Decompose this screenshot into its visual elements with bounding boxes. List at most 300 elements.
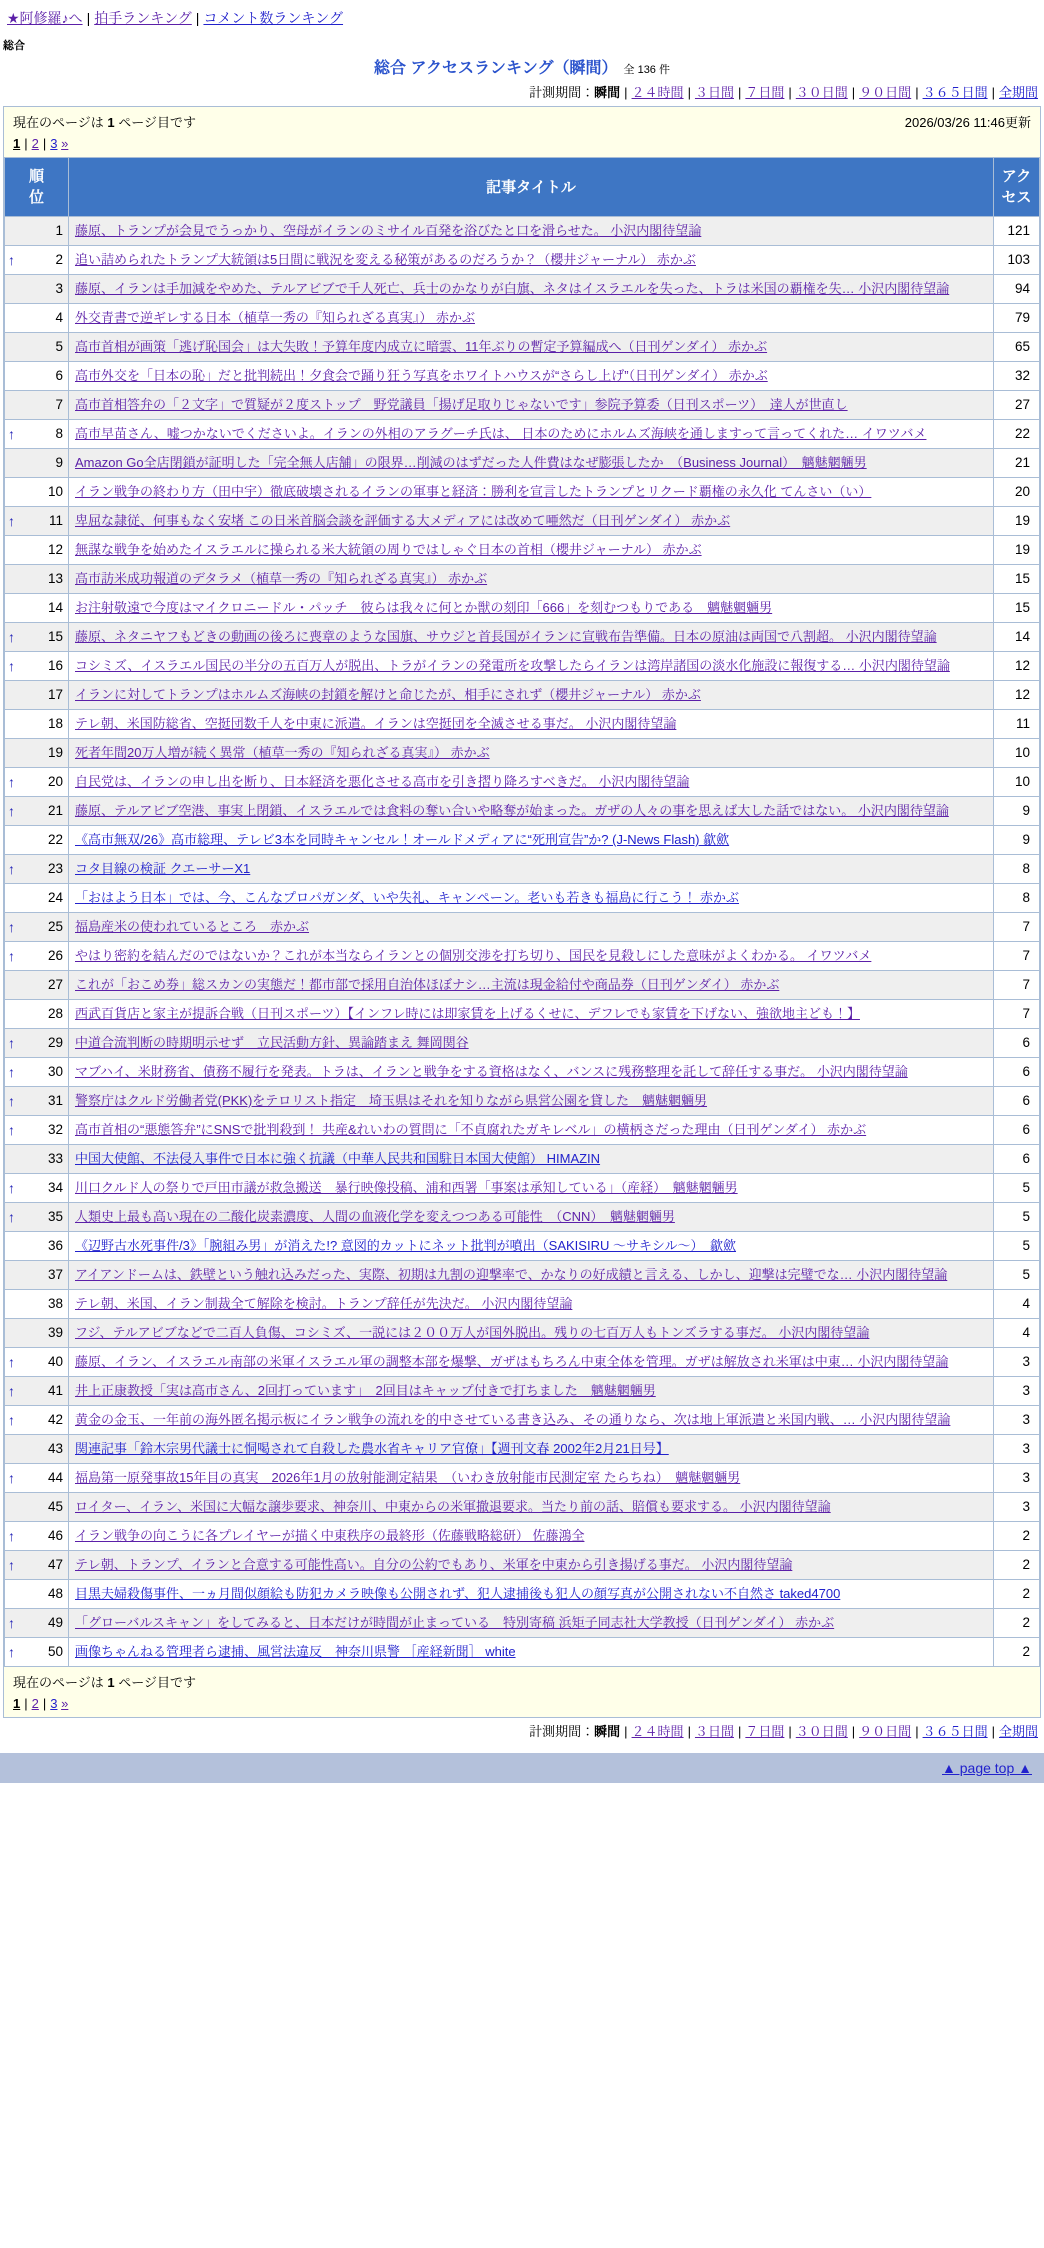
ranking-container	[3, 106, 1041, 1718]
up-arrow-icon: ↑	[8, 774, 15, 790]
pagination-link[interactable]: 2	[31, 136, 39, 151]
rank-cell-value: 24	[47, 890, 63, 905]
access-column-header: アクセス	[1001, 168, 1032, 206]
table-row	[5, 1203, 1040, 1232]
table-row	[5, 1580, 1040, 1609]
article-link[interactable]: コタ目線の検証 クエーサーX1	[75, 861, 251, 876]
article-link[interactable]: 「グローバルスキャン」をしてみると、日本だけが時間が止まっている 特別寄稿 浜矩子同志社大学教授（日刊ゲンダイ） 赤かぶ	[75, 1615, 835, 1630]
up-arrow-icon: ↑	[8, 1557, 15, 1573]
article-link[interactable]: テレ朝、米国防総省、空挺団数千人を中東に派遣。イランは空挺団を全滅させる事だ。 小沢内閣待望論	[75, 716, 677, 731]
rank-cell-value: 13	[47, 571, 63, 586]
article-link[interactable]: 川口クルド人の祭りで戸田市議が救急搬送 暴行映像投稿、浦和西署「事案は承知している」（産経） 魑魅魍魎男	[75, 1180, 738, 1195]
table-row	[5, 1348, 1040, 1377]
rank-cell-value: 23	[47, 861, 63, 876]
rank-cell-value: 22	[47, 832, 63, 847]
article-link[interactable]: テレ朝、米国、イラン制裁全て解除を検討。トランプ辞任が先決だ。 小沢内閣待望論	[75, 1296, 573, 1311]
table-row	[5, 1116, 1040, 1145]
access-cell: 11	[994, 710, 1040, 739]
period-link[interactable]: ３６５日間	[922, 85, 988, 100]
article-link[interactable]: 無謀な戦争を始めたイスラエルに操られる米大統領の周りではしゃぐ日本の首相（櫻井ジャーナル） 赤かぶ	[75, 542, 702, 557]
table-row	[5, 333, 1040, 362]
article-link[interactable]: フジ、テルアビブなどで二百人負傷、コシミズ、一説には２００万人が国外脱出。残りの七百万人もトンズラする事だ。 小沢内閣待望論	[75, 1325, 870, 1340]
table-row	[5, 1290, 1040, 1319]
separator: |	[86, 10, 91, 26]
separator: |	[851, 85, 856, 100]
access-cell: 2	[994, 1638, 1040, 1667]
up-arrow-icon: ↑	[8, 1180, 15, 1196]
access-cell: 103	[994, 246, 1040, 275]
period-link[interactable]: ２４時間	[631, 85, 684, 100]
article-link[interactable]: イランに対してトランプはホルムズ海峡の封鎖を解けと命じたが、相手にされず（櫻井ジャーナル） 赤かぶ	[75, 687, 701, 702]
table-header-row	[5, 158, 1040, 217]
rank-cell-value: 36	[47, 1238, 63, 1253]
separator: |	[687, 85, 691, 100]
separator: |	[991, 85, 995, 100]
rank-cell-value: 20	[47, 774, 63, 789]
table-row	[5, 826, 1040, 855]
rank-cell-value: 42	[47, 1412, 63, 1427]
separator: |	[24, 1696, 28, 1711]
access-cell: 6	[994, 1058, 1040, 1087]
period-link[interactable]: ３０日間	[795, 1724, 848, 1739]
pagination-current: 1	[13, 1696, 21, 1711]
table-row	[5, 217, 1040, 246]
article-link[interactable]: 藤原、イランは手加減をやめた、テルアビブで千人死亡、兵士のかなりが白旗、ネタはイスラエルを失った、トラは米国の覇権を失… 小沢内閣待望論	[75, 281, 950, 296]
pagination-next-link[interactable]: »	[61, 1696, 69, 1711]
bottom-infobar	[4, 1667, 1040, 1717]
rank-cell-value: 50	[47, 1644, 63, 1659]
up-arrow-icon: ↑	[8, 1122, 15, 1138]
separator: |	[737, 1724, 742, 1739]
access-cell: 94	[994, 275, 1040, 304]
rank-column-header: 順位	[28, 168, 44, 206]
access-cell: 2	[994, 1522, 1040, 1551]
table-row	[5, 449, 1040, 478]
up-arrow-icon: ↑	[8, 629, 15, 645]
period-link[interactable]: 全期間	[998, 85, 1038, 100]
rank-cell-value: 10	[47, 484, 63, 499]
title-line	[0, 53, 1044, 79]
article-link[interactable]: 「おはよう日本」では、今、こんなプロパガンダ、いや失礼、キャンペーン。老いも若きも福島に行こう！ 赤かぶ	[75, 890, 740, 905]
access-cell: 7	[994, 942, 1040, 971]
table-row	[5, 1058, 1040, 1087]
table-row	[5, 1406, 1040, 1435]
page-info-number: 1	[107, 115, 115, 130]
pagination-link[interactable]: 3	[50, 136, 58, 151]
separator: |	[991, 1724, 995, 1739]
rank-cell-value: 12	[47, 542, 63, 557]
table-row	[5, 420, 1040, 449]
access-cell: 27	[994, 391, 1040, 420]
access-cell: 8	[994, 855, 1040, 884]
article-link[interactable]: 高市外交を「日本の恥」だと批判続出！夕食会で踊り狂う写真をホワイトハウスが“さらし上げ”（日刊ゲンダイ） 赤かぶ	[75, 368, 768, 383]
rank-cell-value: 27	[47, 977, 63, 992]
access-cell: 3	[994, 1435, 1040, 1464]
rank-cell-value: 30	[47, 1064, 63, 1079]
access-cell: 5	[994, 1174, 1040, 1203]
rank-cell-value: 40	[47, 1354, 63, 1369]
separator: |	[851, 1724, 856, 1739]
table-row	[5, 652, 1040, 681]
rank-cell-value: 34	[47, 1180, 63, 1195]
separator: |	[624, 1724, 628, 1739]
rank-cell-value: 45	[47, 1499, 63, 1514]
pagination-next-link[interactable]: »	[61, 136, 69, 151]
rank-cell-value: 46	[47, 1528, 63, 1543]
access-cell: 5	[994, 1203, 1040, 1232]
page-info-prefix: 現在のページは	[13, 115, 108, 130]
rank-cell-value: 3	[55, 281, 63, 296]
article-link[interactable]: お注射敬遠で今度はマイクロニードル・パッチ 彼らは我々に何とか獣の刻印「666」を刻むつもりである 魑魅魍魎男	[75, 600, 773, 615]
period-current: 瞬間	[594, 85, 621, 100]
table-row	[5, 1261, 1040, 1290]
table-row	[5, 1493, 1040, 1522]
table-row	[5, 478, 1040, 507]
table-row	[5, 681, 1040, 710]
page-info-prefix: 現在のページは	[13, 1675, 108, 1690]
separator: |	[42, 1696, 47, 1711]
page-top-link[interactable]: ▲ page top ▲	[942, 1760, 1032, 1776]
up-arrow-icon: ↑	[8, 1470, 15, 1486]
article-link[interactable]: Amazon Go全店閉鎖が証明した「完全無人店舗」の限界…削減のはずだった人件費はなぜ膨張したか （Business Journal） 魑魅魍魎男	[75, 455, 867, 470]
access-cell: 4	[994, 1290, 1040, 1319]
separator: |	[915, 1724, 919, 1739]
ranking-table-body	[5, 217, 1040, 1667]
separator: |	[737, 85, 742, 100]
access-cell: 121	[994, 217, 1040, 246]
rank-cell-value: 1	[55, 223, 63, 238]
rank-cell-value: 31	[47, 1093, 63, 1108]
table-row	[5, 1087, 1040, 1116]
page-top-bar	[0, 1753, 1044, 1783]
period-link[interactable]: ３６５日間	[922, 1724, 988, 1739]
access-cell: 15	[994, 565, 1040, 594]
page-info-suffix: ページ目です	[114, 1675, 196, 1690]
table-row	[5, 1377, 1040, 1406]
period-link[interactable]: ９０日間	[859, 85, 912, 100]
access-cell: 14	[994, 623, 1040, 652]
table-row	[5, 1029, 1040, 1058]
article-link[interactable]: 中国大使館、不法侵入事件で日本に強く抗議（中華人民共和国駐日本国大使館） HIMAZIN	[75, 1151, 601, 1166]
table-row	[5, 507, 1040, 536]
period-bar-bottom	[0, 1718, 1044, 1745]
page-info	[13, 112, 196, 131]
pagination-link[interactable]: 2	[31, 1696, 39, 1711]
nav-link[interactable]: コメント数ランキング	[203, 10, 344, 26]
article-link[interactable]: 警察庁はクルド労働者党(PKK)をテロリスト指定 埼玉県はそれを知りながら県営公園を貸した 魑魅魍魎男	[75, 1093, 708, 1108]
pagination-current: 1	[13, 136, 21, 151]
article-link[interactable]: 高市早苗さん、嘘つかないでくださいよ。イランの外相のアラグーチ氏は、 日本のためにホルムズ海峡を通しますって言ってくれた… イワツバメ	[75, 426, 927, 441]
table-row	[5, 797, 1040, 826]
article-link[interactable]: 自民党は、イランの申し出を断り、日本経済を悪化させる高市を引き摺り降ろすべきだ。 小沢内閣待望論	[75, 774, 690, 789]
table-row	[5, 1145, 1040, 1174]
rank-cell-value: 37	[47, 1267, 63, 1282]
pagination-bottom	[13, 1696, 1031, 1711]
separator: |	[195, 10, 200, 26]
page-info-number: 1	[107, 1675, 115, 1690]
table-row	[5, 768, 1040, 797]
access-cell: 79	[994, 304, 1040, 333]
rank-cell-value: 28	[47, 1006, 63, 1021]
up-arrow-icon: ↑	[8, 1035, 15, 1051]
table-row	[5, 1319, 1040, 1348]
article-link[interactable]: 画像ちゃんねる管理者ら逮捕、風営法違反 神奈川県警 ［産経新聞］ white	[75, 1644, 516, 1659]
rank-cell-value: 16	[47, 658, 63, 673]
table-row	[5, 1638, 1040, 1667]
access-cell: 2	[994, 1580, 1040, 1609]
up-arrow-icon: ↑	[8, 513, 15, 529]
pagination-link[interactable]: 3	[50, 1696, 58, 1711]
rank-cell-value: 29	[47, 1035, 63, 1050]
article-link[interactable]: 追い詰められたトランプ大統領は5日間に戦況を変える秘策があるのだろうか？（櫻井ジャーナル） 赤かぶ	[75, 252, 696, 267]
access-cell: 7	[994, 1000, 1040, 1029]
rank-cell-value: 39	[47, 1325, 63, 1340]
access-cell: 3	[994, 1377, 1040, 1406]
rank-cell-value: 15	[47, 629, 63, 644]
article-link[interactable]: イラン戦争の終わり方（田中宇）徹底破壊されるイランの軍事と経済：勝利を宣言したトランプとリクード覇権の永久化 てんさい（い）	[75, 484, 872, 499]
table-row	[5, 855, 1040, 884]
access-cell: 4	[994, 1319, 1040, 1348]
table-row	[5, 1174, 1040, 1203]
up-arrow-icon: ↑	[8, 426, 15, 442]
article-link[interactable]: ロイター、イラン、米国に大幅な譲歩要求、神奈川、中東からの米軍撤退要求。当たり前の話、賠償も要求する。 小沢内閣待望論	[75, 1499, 831, 1514]
access-cell: 12	[994, 681, 1040, 710]
separator: |	[42, 136, 47, 151]
access-cell: 65	[994, 333, 1040, 362]
article-link[interactable]: 福島産米の使われているところ 赤かぶ	[75, 919, 310, 934]
nav-link[interactable]: 拍手ランキング	[94, 10, 192, 26]
period-link[interactable]: ３日間	[694, 85, 734, 100]
rank-cell-value: 5	[55, 339, 63, 354]
access-cell: 6	[994, 1087, 1040, 1116]
access-cell: 6	[994, 1145, 1040, 1174]
table-row	[5, 1435, 1040, 1464]
rank-cell-value: 21	[47, 803, 63, 818]
article-link[interactable]: 人類史上最も高い現在の二酸化炭素濃度、人間の血液化学を変えつつある可能性 （CNN） 魑魅魍魎男	[75, 1209, 675, 1224]
article-link[interactable]: 《高市無双/26》高市総理、テレビ3本を同時キャンセル！オールドメディアに“死刑宣告”か? (J-News Flash) 歙歛	[75, 832, 730, 847]
article-link[interactable]: 高市首相の“悪態答弁”にSNSで批判殺到！ 共産&れいわの質問に「不貞腐れたガキレベル」の横柄さだった理由（日刊ゲンダイ） 赤かぶ	[75, 1122, 867, 1137]
period-bar-top	[0, 79, 1044, 106]
rank-cell-value: 17	[47, 687, 63, 702]
page-title: 総合 アクセスランキング（瞬間）	[374, 60, 618, 77]
article-link[interactable]: 黄金の金玉、一年前の海外匿名掲示板にイラン戦争の流れを的中させている書き込み、その通りなら、次は地上軍派遣と米国内戦、… 小沢内閣待望論	[75, 1412, 951, 1427]
article-link[interactable]: やはり密約を結んだのではないか？これが本当ならイランとの個別交渉を打ち切り、国民を見殺しにした意味がよくわかる。 イワツバメ	[75, 948, 872, 963]
table-row	[5, 739, 1040, 768]
rank-cell-value: 18	[47, 716, 63, 731]
table-row	[5, 391, 1040, 420]
up-arrow-icon: ↑	[8, 1209, 15, 1225]
table-row	[5, 536, 1040, 565]
table-row	[5, 1464, 1040, 1493]
nav-link[interactable]: ★阿修羅♪へ	[7, 10, 83, 26]
page-info-suffix: ページ目です	[114, 115, 196, 130]
up-arrow-icon: ↑	[8, 1064, 15, 1080]
access-cell: 12	[994, 652, 1040, 681]
article-link[interactable]: 藤原、イラン、イスラエル南部の米軍イスラエル軍の調整本部を爆撃、ガザはもちろん中東全体を管理。ガザは解放され米軍は中東… 小沢内閣待望論	[75, 1354, 949, 1369]
table-row	[5, 1551, 1040, 1580]
up-arrow-icon: ↑	[8, 1093, 15, 1109]
rank-cell-value: 8	[55, 426, 63, 441]
access-cell: 15	[994, 594, 1040, 623]
rank-cell-value: 6	[55, 368, 63, 383]
article-link[interactable]: 井上正康教授「実は高市さん、2回打っています」 2回目はキャップ付きで打ちました 魑魅魍魎男	[75, 1383, 656, 1398]
article-link[interactable]: 藤原、トランプが会見でうっかり、空母がイランのミサイル百発を浴びたと口を滑らせた。 小沢内閣待望論	[75, 223, 702, 238]
table-row	[5, 623, 1040, 652]
table-row	[5, 1232, 1040, 1261]
rank-cell-value: 33	[47, 1151, 63, 1166]
rank-cell-value: 41	[47, 1383, 63, 1398]
rank-cell-value: 19	[47, 745, 63, 760]
article-link[interactable]: 福島第一原発事故15年目の真実 2026年1月の放射能測定結果 （いわき放射能市民測定室 たらちね） 魑魅魍魎男	[75, 1470, 741, 1485]
rank-cell-value: 11	[48, 513, 63, 528]
rank-cell-value: 48	[47, 1586, 63, 1601]
period-link[interactable]: ２４時間	[631, 1724, 684, 1739]
up-arrow-icon: ↑	[8, 919, 15, 935]
access-cell: 21	[994, 449, 1040, 478]
period-current: 瞬間	[594, 1724, 621, 1739]
table-row	[5, 1522, 1040, 1551]
period-link[interactable]: ９０日間	[859, 1724, 912, 1739]
article-link[interactable]: 目黒夫婦殺傷事件、一ヵ月間似顔絵も防犯カメラ映像も公開されず、犯人逮捕後も犯人の顔写真が公開されない不自然さ taked4700	[75, 1586, 841, 1601]
rank-cell-value: 14	[47, 600, 63, 615]
separator: |	[687, 1724, 691, 1739]
up-arrow-icon: ↑	[8, 1615, 15, 1631]
article-link[interactable]: 外交青書で逆ギレする日本（植草一秀の『知られざる真実』） 赤かぶ	[75, 310, 475, 325]
rank-cell-value: 38	[47, 1296, 63, 1311]
rank-cell-value: 26	[47, 948, 63, 963]
update-timestamp: 2026/03/26 11:46更新	[904, 115, 1031, 130]
access-cell: 6	[994, 1116, 1040, 1145]
rank-cell-value: 9	[55, 455, 63, 470]
access-cell: 7	[994, 971, 1040, 1000]
up-arrow-icon: ↑	[8, 1383, 15, 1399]
total-count: 全 136 件	[623, 64, 670, 76]
bottom-space	[0, 1783, 1044, 1823]
up-arrow-icon: ↑	[8, 658, 15, 674]
ranking-table	[4, 157, 1040, 1667]
access-cell: 3	[994, 1406, 1040, 1435]
article-link[interactable]: コシミズ、イスラエル国民の半分の五百万人が脱出、トラがイランの発電所を攻撃したらイランは湾岸諸国の淡水化施設に報復する… 小沢内閣待望論	[75, 658, 950, 673]
access-cell: 22	[994, 420, 1040, 449]
period-link[interactable]: ３０日間	[795, 85, 848, 100]
article-link[interactable]: マブハイ、米財務省、債務不履行を発表。トラは、イランと戦争をする資格はなく、バンスに残務整理を託して辞任する事だ。 小沢内閣待望論	[75, 1064, 908, 1079]
table-row	[5, 942, 1040, 971]
table-row	[5, 884, 1040, 913]
access-cell: 3	[994, 1464, 1040, 1493]
period-link[interactable]: 全期間	[998, 1724, 1038, 1739]
separator: |	[788, 1724, 792, 1739]
access-cell: 19	[994, 536, 1040, 565]
article-link[interactable]: 死者年間20万人増が続く異常（植草一秀の『知られざる真実』） 赤かぶ	[75, 745, 490, 760]
up-arrow-icon: ↑	[8, 252, 15, 268]
rank-cell-value: 25	[47, 919, 63, 934]
rank-cell-value: 2	[55, 252, 63, 267]
article-link[interactable]: 関連記事「鈴木宗男代議士に恫喝されて自殺した農水省キャリア官僚」【週刊文春 2002年2月21日号】	[75, 1441, 669, 1456]
article-link[interactable]: 藤原、ネタニヤフもどきの動画の後ろに喪章のような国旗、サウジと首長国がイランに宣戦布告準備。日本の原油は両国で八割超。 小沢内閣待望論	[75, 629, 937, 644]
table-row	[5, 304, 1040, 333]
access-cell: 5	[994, 1232, 1040, 1261]
access-cell: 32	[994, 362, 1040, 391]
access-cell: 9	[994, 826, 1040, 855]
table-row	[5, 275, 1040, 304]
rank-cell-value: 49	[47, 1615, 63, 1630]
access-cell: 19	[994, 507, 1040, 536]
access-cell: 20	[994, 478, 1040, 507]
article-link[interactable]: 高市首相が画策「逃げ恥国会」は大失敗！予算年度内成立に暗雲、11年ぶりの暫定予算編成へ（日刊ゲンダイ） 赤かぶ	[75, 339, 768, 354]
article-link[interactable]: 《辺野古水死事件/3》「腕組み男」が消えた!? 意図的カットにネット批判が噴出（SAKISIRU ～サキシル～） 歙歛	[75, 1238, 737, 1253]
access-cell: 10	[994, 768, 1040, 797]
period-label: 計測期間：	[529, 1724, 595, 1739]
up-arrow-icon: ↑	[8, 803, 15, 819]
article-link[interactable]: テレ朝、トランプ、イランと合意する可能性高い。自分の公約でもあり、米軍を中東から引き揚げる事だ。 小沢内閣待望論	[75, 1557, 793, 1572]
article-link[interactable]: 卑屈な隷従、何事もなく安堵 この日米首脳会談を評価する大メディアには改めて唖然だ（日刊ゲンダイ） 赤かぶ	[75, 513, 731, 528]
top-infobar	[4, 107, 1040, 157]
access-cell: 2	[994, 1551, 1040, 1580]
period-label: 計測期間：	[529, 85, 595, 100]
table-row	[5, 913, 1040, 942]
article-link[interactable]: 高市首相答弁の「２文字」で質疑が２度ストップ 野党議員「揚げ足取りじゃないです」参院予算委（日刊スポーツ） 達人が世直し	[75, 397, 848, 412]
separator: |	[24, 136, 28, 151]
up-arrow-icon: ↑	[8, 861, 15, 877]
table-row	[5, 971, 1040, 1000]
access-cell: 2	[994, 1609, 1040, 1638]
up-arrow-icon: ↑	[8, 948, 15, 964]
article-link[interactable]: アイアンドームは、鉄壁という触れ込みだった、実際、初期は九割の迎撃率で、かなりの好成績と言える、しかし、迎撃は完璧でな… 小沢内閣待望論	[75, 1267, 948, 1282]
separator: |	[915, 85, 919, 100]
table-row	[5, 1609, 1040, 1638]
up-arrow-icon: ↑	[8, 1354, 15, 1370]
table-row	[5, 710, 1040, 739]
article-link[interactable]: 中道合流判断の時期明示せず 立民活動方針、異論踏まえ 舞岡関谷	[75, 1035, 469, 1050]
access-cell: 10	[994, 739, 1040, 768]
separator: |	[788, 85, 792, 100]
rank-cell-value: 32	[47, 1122, 63, 1137]
category-label: 総合	[3, 40, 25, 52]
access-cell: 3	[994, 1348, 1040, 1377]
table-row	[5, 246, 1040, 275]
up-arrow-icon: ↑	[8, 1644, 15, 1660]
access-cell: 7	[994, 913, 1040, 942]
page-info	[13, 1672, 196, 1691]
rank-cell-value: 7	[55, 397, 63, 412]
article-link[interactable]: イラン戦争の向こうに各プレイヤーが描く中東秩序の最終形（佐藤戦略総研） 佐藤鴻全	[75, 1528, 585, 1543]
table-row	[5, 565, 1040, 594]
rank-cell-value: 4	[55, 310, 63, 325]
access-cell: 5	[994, 1261, 1040, 1290]
pagination-top	[13, 136, 1031, 151]
rank-cell-value: 44	[47, 1470, 63, 1485]
table-row	[5, 1000, 1040, 1029]
rank-cell-value: 47	[47, 1557, 63, 1572]
period-link[interactable]: ３日間	[694, 1724, 734, 1739]
rank-cell-value: 43	[47, 1441, 63, 1456]
up-arrow-icon: ↑	[8, 1412, 15, 1428]
separator: |	[624, 85, 628, 100]
period-link[interactable]: ７日間	[745, 1724, 785, 1739]
article-link[interactable]: 高市訪米成功報道のデタラメ（植草一秀の『知られざる真実』） 赤かぶ	[75, 571, 488, 586]
top-nav	[0, 0, 1044, 31]
access-cell: 3	[994, 1493, 1040, 1522]
table-row	[5, 594, 1040, 623]
article-link[interactable]: 西武百貨店と家主が提訴合戦（日刊スポーツ）【インフレ時には即家賃を上げるくせに、デフレでも家賃を下げない、強欲地主ども！】	[75, 1006, 860, 1021]
access-cell: 6	[994, 1029, 1040, 1058]
article-link[interactable]: これが「おこめ券」総スカンの実態だ！都市部で採用自治体ほぼナシ…主流は現金給付や商品券（日刊ゲンダイ） 赤かぶ	[75, 977, 780, 992]
up-arrow-icon: ↑	[8, 1528, 15, 1544]
period-link[interactable]: ７日間	[745, 85, 785, 100]
title-column-header: 記事タイトル	[69, 158, 994, 217]
access-cell: 9	[994, 797, 1040, 826]
article-link[interactable]: 藤原、テルアビブ空港、事実上閉鎖、イスラエルでは食料の奪い合いや略奪が始まった。ガザの人々の事を思えば大した話ではない。 小沢内閣待望論	[75, 803, 949, 818]
